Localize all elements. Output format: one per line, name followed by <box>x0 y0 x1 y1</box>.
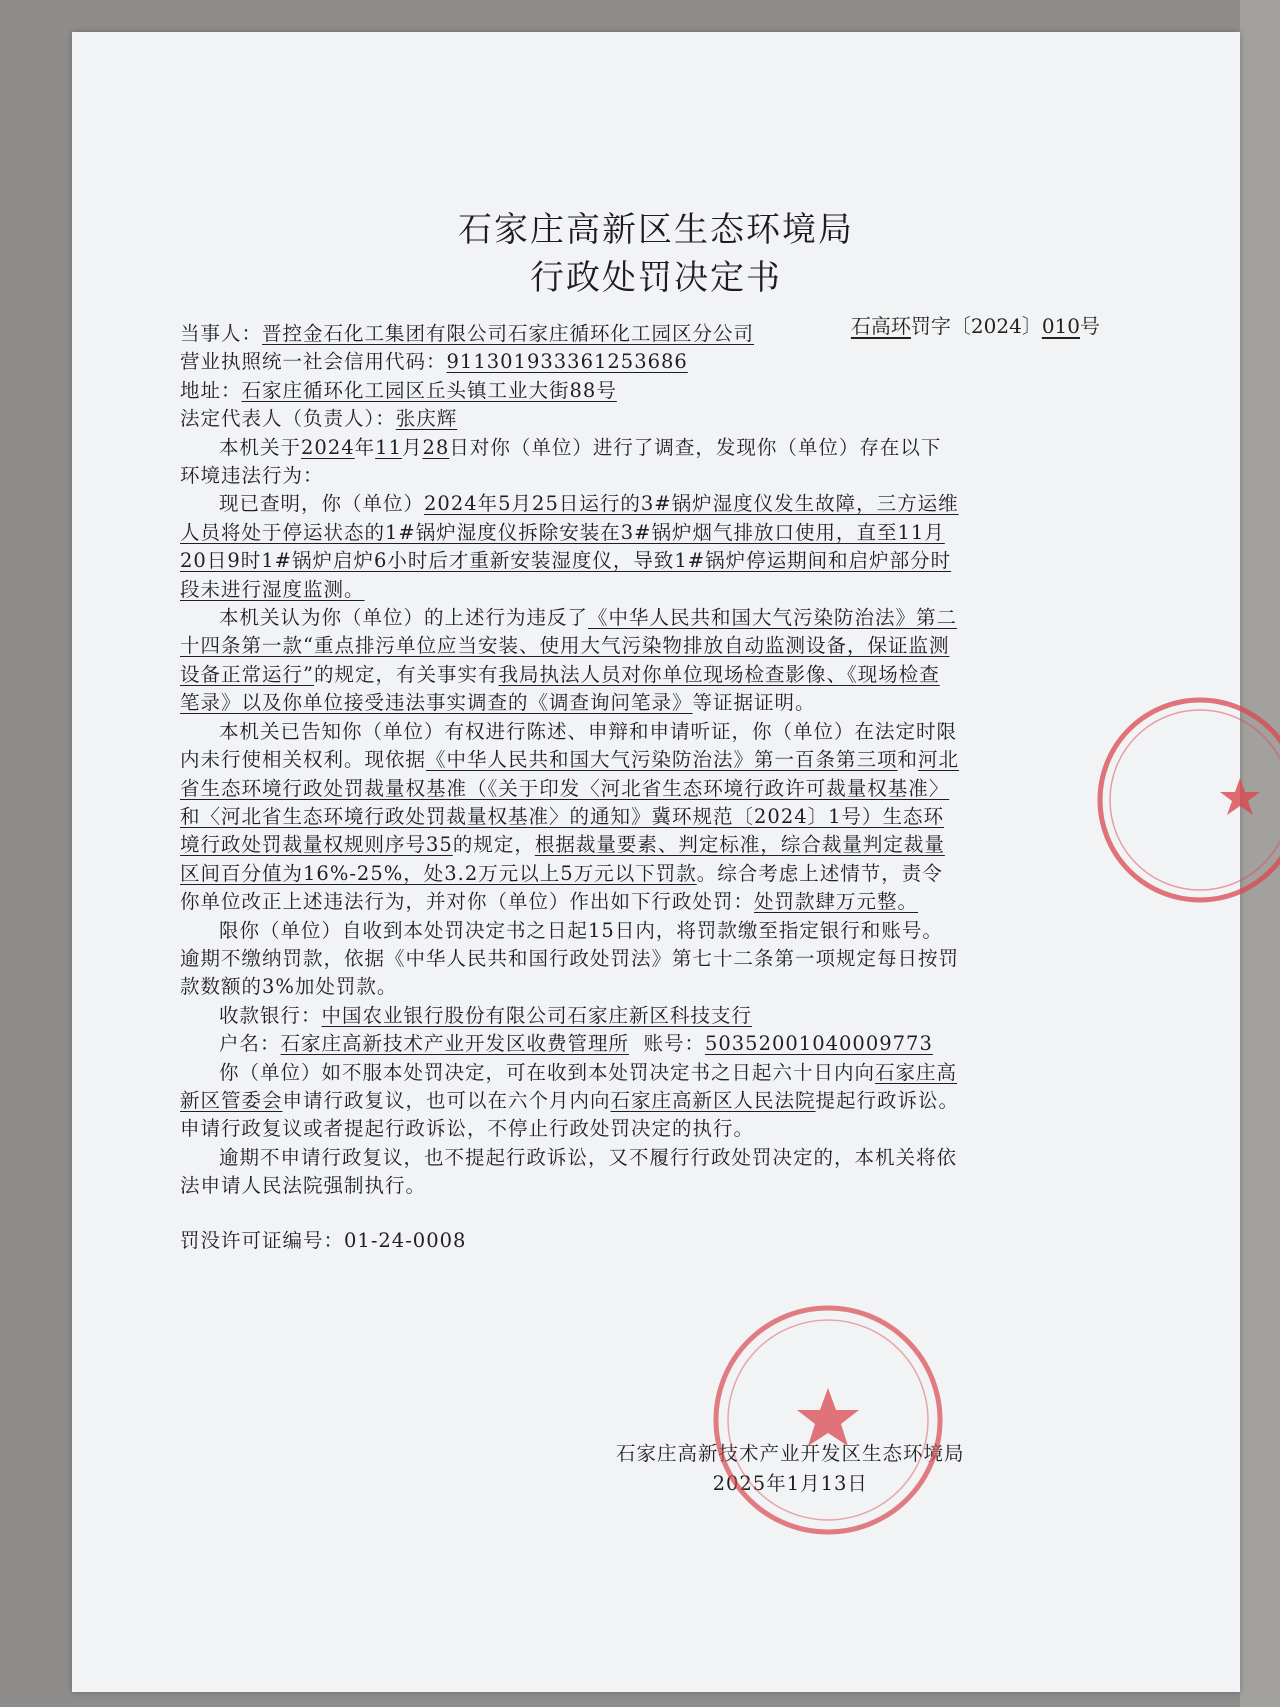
account-line <box>180 1030 960 1058</box>
penalty-mid: 的规定， <box>452 833 535 857</box>
address-line <box>180 377 960 405</box>
representative: 张庆辉 <box>395 407 458 431</box>
bank-label: 收款银行： <box>219 1003 322 1027</box>
violated-law: 《中华人民共和国大气污染防治法》第二十四条第一款“重点排污单位应当安装、使用大气污染物排放自动监测设备，保证监测设备正常运行” <box>180 606 958 686</box>
penalty-basis-standard: 河北省生态环境行政处罚裁量权基准（《关于印发〈河北省生态环境行政许可裁量权基准〉和〈河北省生态环境行政处罚裁量权基准〉的通知》冀环规范〔2024〕1号）生态环境行政处罚裁量权规则序号35 <box>180 748 960 857</box>
investigation-prefix: 本机关于 <box>219 435 302 459</box>
bank-line <box>180 1002 960 1030</box>
representative-line <box>180 405 960 433</box>
violation-end: 等证据证明。 <box>692 691 816 715</box>
facts-text: 2024年5月25日运行的3#锅炉湿度仪发生故障，三方运维人员将处于停运状态的1#锅炉湿度仪拆除安装在3#锅炉烟气排放口使用，直至11月20日9时1#锅炉启炉6小时后才重新安装湿度仪，导致1#锅炉停运期间和启炉部分时段未进行湿度监测。 <box>180 492 959 601</box>
party-name: 晋控金石化工集团有限公司石家庄循环化工园区分公司 <box>262 322 755 345</box>
account-name: 石家庄高新技术产业开发区收费管理所 <box>280 1032 630 1056</box>
doc-number-suffix: 号 <box>1080 314 1100 338</box>
credit-code: 911301933361253686 <box>446 350 688 374</box>
investigation-year-unit: 年 <box>354 435 376 459</box>
appeal-paragraph <box>180 1059 960 1144</box>
appeal-end: 提起行政诉讼。申请行政复议或者提起行政诉讼，不停止行政处罚决定的执行。 <box>180 1088 960 1141</box>
investigation-day: 28 <box>422 435 450 459</box>
investigation-year: 2024 <box>301 435 355 459</box>
signature-date: 2025年1月13日 <box>712 1472 868 1495</box>
representative-label: 法定代表人（负责人）： <box>180 407 396 431</box>
penalty-and: 和 <box>897 748 919 772</box>
penalty-paragraph <box>180 718 960 917</box>
address-label: 地址： <box>180 378 242 402</box>
document-title-type: 行政处罚决定书 <box>530 258 782 298</box>
account-no: 50352001040009773 <box>704 1032 933 1056</box>
bank-name: 中国农业银行股份有限公司石家庄新区科技支行 <box>321 1003 753 1027</box>
official-seal-stamp <box>708 1300 948 1540</box>
signature-org: 石家庄高新技术产业开发区生态环境局 <box>616 1442 965 1465</box>
party-name-label: 当事人： <box>180 322 263 345</box>
document-title-agency: 石家庄高新区生态环境局 <box>458 210 854 250</box>
investigation-paragraph <box>180 434 960 491</box>
appeal-mid: 申请行政复议，也可以在六个月内向 <box>282 1088 611 1112</box>
account-name-label: 户名： <box>219 1032 281 1056</box>
credit-code-label: 营业执照统一社会信用代码： <box>180 350 447 374</box>
facts-prefix: 现已查明，你（单位） <box>219 492 425 516</box>
document-body <box>180 320 960 1255</box>
violation-paragraph <box>180 604 960 718</box>
violation-mid: 的规定，有关事实有 <box>313 662 499 686</box>
penalty-decision: 处罚款肆万元整。 <box>754 890 919 914</box>
doc-number-prefix: 石高环 <box>850 314 911 338</box>
enforcement-paragraph: 逾期不申请行政复议，也不提起行政诉讼，又不履行行政处罚决定的，本机关将依法申请人民法院强制执行。 <box>180 1145 958 1198</box>
payment-paragraph: 限你（单位）自收到本处罚决定书之日起15日内，将罚款缴至指定银行和账号。逾期不缴纳罚款，依据《中华人民共和国行政处罚法》第七十二条第一项规定每日按罚款数额的3%加处罚款。 <box>180 918 960 999</box>
doc-number-seq: 010 <box>1041 314 1080 338</box>
appeal-intro: 你（单位）如不服本处罚决定，可在收到本处罚决定书之日起六十日内向 <box>219 1060 876 1084</box>
facts-paragraph <box>180 490 960 604</box>
penalty-consideration: 。综合考虑上述情节，责令你单位改正上述违法行为，并对你（单位）作出如下行政处罚： <box>180 861 943 914</box>
violation-intro: 本机关认为你（单位）的上述行为违反了 <box>219 606 589 630</box>
seal-stamp-partial <box>1090 690 1280 910</box>
investigation-suffix: 日对你（单位）进行了调查，发现你（单位）存在以下环境违法行为： <box>180 435 942 488</box>
investigation-month-unit: 月 <box>402 435 423 459</box>
appeal-court: 石家庄高新区人民法院 <box>610 1088 816 1112</box>
license-number: 罚没许可证编号：01-24-0008 <box>180 1228 467 1252</box>
evidence: 我局执法人员对你单位现场检查影像、《现场检查笔录》以及你单位接受违法事实调查的《调查询问笔录》 <box>180 662 940 715</box>
address: 石家庄循环化工园区丘头镇工业大街88号 <box>241 378 617 402</box>
penalty-intro: 本机关已告知你（单位）有权进行陈述、申辩和申请听证，你（单位）在法定时限内未行使相关权利。现依据 <box>180 719 958 772</box>
credit-code-line <box>180 348 960 376</box>
doc-number-mid: 罚字〔2024〕 <box>910 314 1042 338</box>
penalty-range: 根据裁量要素、判定标准，综合裁量判定裁量区间百分值为16%-25%，处3.2万元以上5万元以下罚款 <box>180 833 945 885</box>
penalty-basis-law: 《中华人民共和国大气污染防治法》第一百条第三项 <box>426 748 898 772</box>
party-name-line <box>180 320 960 348</box>
appeal-review-body: 石家庄高新区管委会 <box>180 1060 958 1112</box>
investigation-month: 11 <box>375 435 402 459</box>
account-no-label: 账号： <box>643 1032 705 1056</box>
